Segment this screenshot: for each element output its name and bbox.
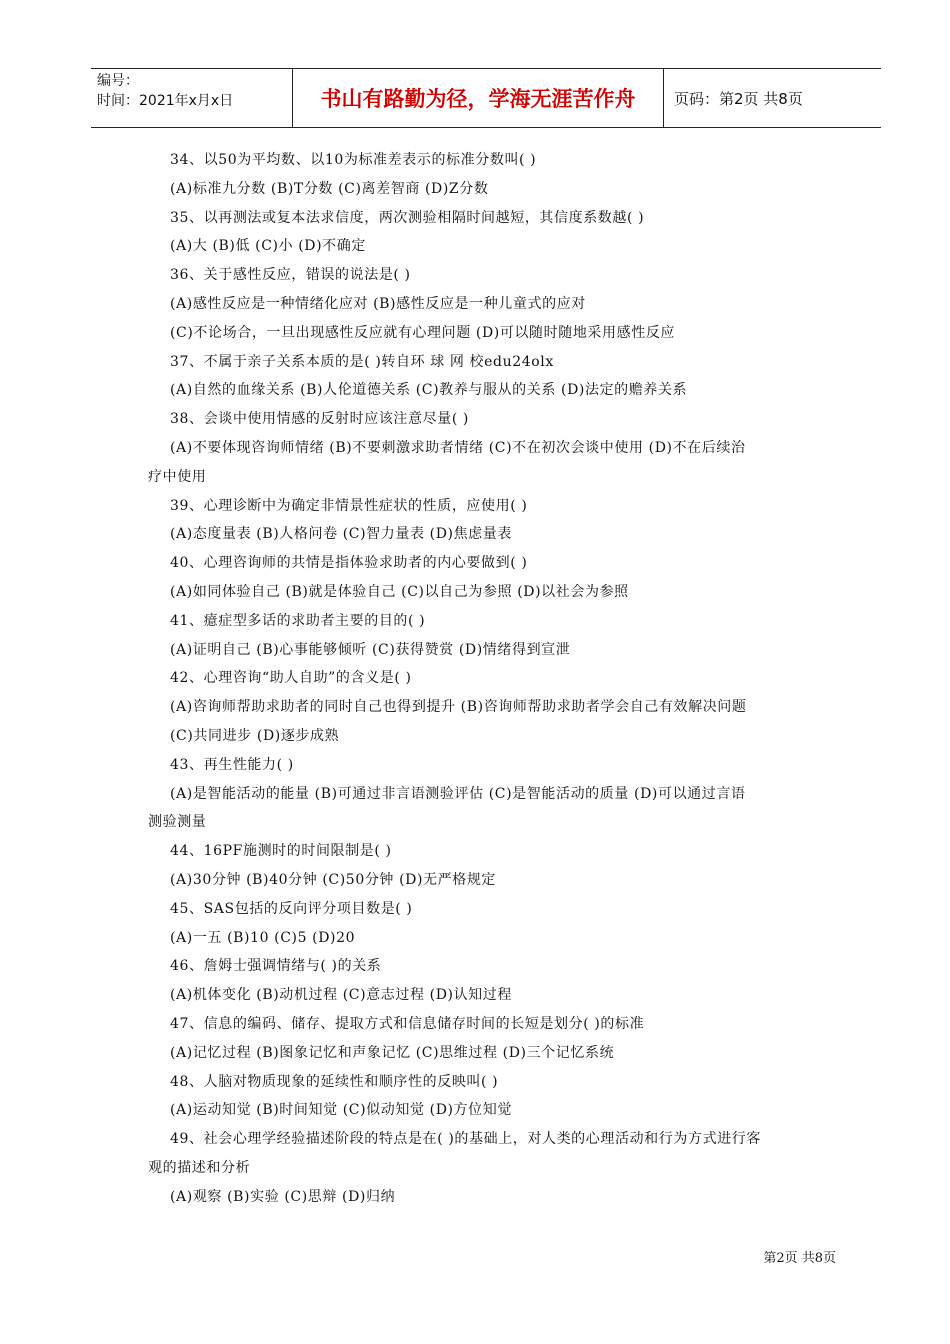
- question-line: 47、信息的编码、储存、提取方式和信息储存时间的长短是划分( )的标准: [170, 1015, 645, 1032]
- option-line: (A)如同体验自己 (B)就是体验自己 (C)以自己为参照 (D)以社会为参照: [170, 583, 629, 600]
- option-line: (A)是智能活动的能量 (B)可通过非言语测验评估 (C)是智能活动的质量 (D)可以通过言语: [170, 785, 746, 802]
- footer-page-label: 第2页 共8页: [763, 1251, 836, 1266]
- continuation-line: 测验测量: [148, 814, 207, 831]
- option-line: (A)一五 (B)10 (C)5 (D)20: [170, 929, 356, 946]
- number-label: 编号：: [97, 73, 139, 89]
- page-header: [91, 68, 881, 128]
- question-list: [150, 146, 840, 1211]
- option-line: (A)不要体现咨询师情绪 (B)不要刺激求助者情绪 (C)不在初次会谈中使用 (D)不在后续治: [170, 439, 746, 456]
- question-line: 45、SAS包括的反向评分项目数是( ): [170, 900, 413, 917]
- option-line: (C)共同进步 (D)逐步成熟: [170, 727, 340, 744]
- question-line: 43、再生性能力( ): [170, 756, 294, 773]
- option-line: (A)标准九分数 (B)T分数 (C)离差智商 (D)Z分数: [170, 180, 489, 197]
- header-page-label: 页码：第2页 共8页: [674, 89, 803, 108]
- question-line: 44、16PF施测时的时间限制是( ): [170, 843, 392, 860]
- question-line: 46、詹姆士强调情绪与( )的关系: [170, 958, 382, 975]
- question-line: 34、以50为平均数、以10为标准差表示的标准分数叫( ): [170, 152, 537, 168]
- question-line: 35、以再测法或复本法求信度，两次测验相隔时间越短，其信度系数越( ): [170, 209, 645, 226]
- option-line: (A)大 (B)低 (C)小 (D)不确定: [170, 238, 366, 255]
- option-line: (A)30分钟 (B)40分钟 (C)50分钟 (D)无严格规定: [170, 871, 497, 888]
- option-line: (A)咨询师帮助求助者的同时自己也得到提升 (B)咨询师帮助求助者学会自己有效解决问题: [170, 699, 747, 716]
- header-motto: 书山有路勤为径，学海无涯苦作舟: [293, 69, 664, 127]
- question-line: 38、会谈中使用情感的反射时应该注意尽量( ): [170, 411, 469, 428]
- header-meta: [91, 69, 293, 127]
- question-line: 49、社会心理学经验描述阶段的特点是在( )的基础上，对人类的心理活动和行为方式进行客: [170, 1131, 761, 1148]
- question-line: 41、癔症型多话的求助者主要的目的( ): [170, 612, 426, 629]
- option-line: (A)自然的血缘关系 (B)人伦道德关系 (C)教养与服从的关系 (D)法定的赡养关系: [170, 382, 688, 399]
- question-line: 40、心理咨询师的共情是指体验求助者的内心要做到( ): [170, 555, 528, 572]
- question-line: 39、心理诊断中为确定非情景性症状的性质，应使用( ): [170, 497, 528, 514]
- option-line: (C)不论场合，一旦出现感性反应就有心理问题 (D)可以随时随地采用感性反应: [170, 324, 676, 341]
- option-line: (A)观察 (B)实验 (C)思辩 (D)归纳: [170, 1188, 396, 1205]
- continuation-line: 疗中使用: [148, 468, 207, 485]
- question-line: 36、关于感性反应，错误的说法是( ): [170, 267, 411, 284]
- option-line: (A)证明自己 (B)心事能够倾听 (C)获得赞赏 (D)情绪得到宣泄: [170, 641, 571, 658]
- option-line: (A)记忆过程 (B)图象记忆和声象记忆 (C)思维过程 (D)三个记忆系统: [170, 1044, 615, 1061]
- continuation-line: 观的描述和分析: [148, 1159, 251, 1176]
- option-line: (A)感性反应是一种情绪化应对 (B)感性反应是一种儿童式的应对: [170, 295, 586, 312]
- option-line: (A)运动知觉 (B)时间知觉 (C)似动知觉 (D)方位知觉: [170, 1102, 512, 1119]
- question-line: 48、人脑对物质现象的延续性和顺序性的反映叫( ): [170, 1073, 499, 1090]
- option-line: (A)态度量表 (B)人格问卷 (C)智力量表 (D)焦虑量表: [170, 526, 512, 543]
- option-line: (A)机体变化 (B)动机过程 (C)意志过程 (D)认知过程: [170, 987, 512, 1004]
- time-label: 时间：2021年x月x日: [97, 93, 234, 109]
- question-line: 42、心理咨询“助人自助”的含义是( ): [170, 670, 412, 687]
- question-line: 37、不属于亲子关系本质的是( )转自环 球 网 校edu24olx: [170, 353, 554, 370]
